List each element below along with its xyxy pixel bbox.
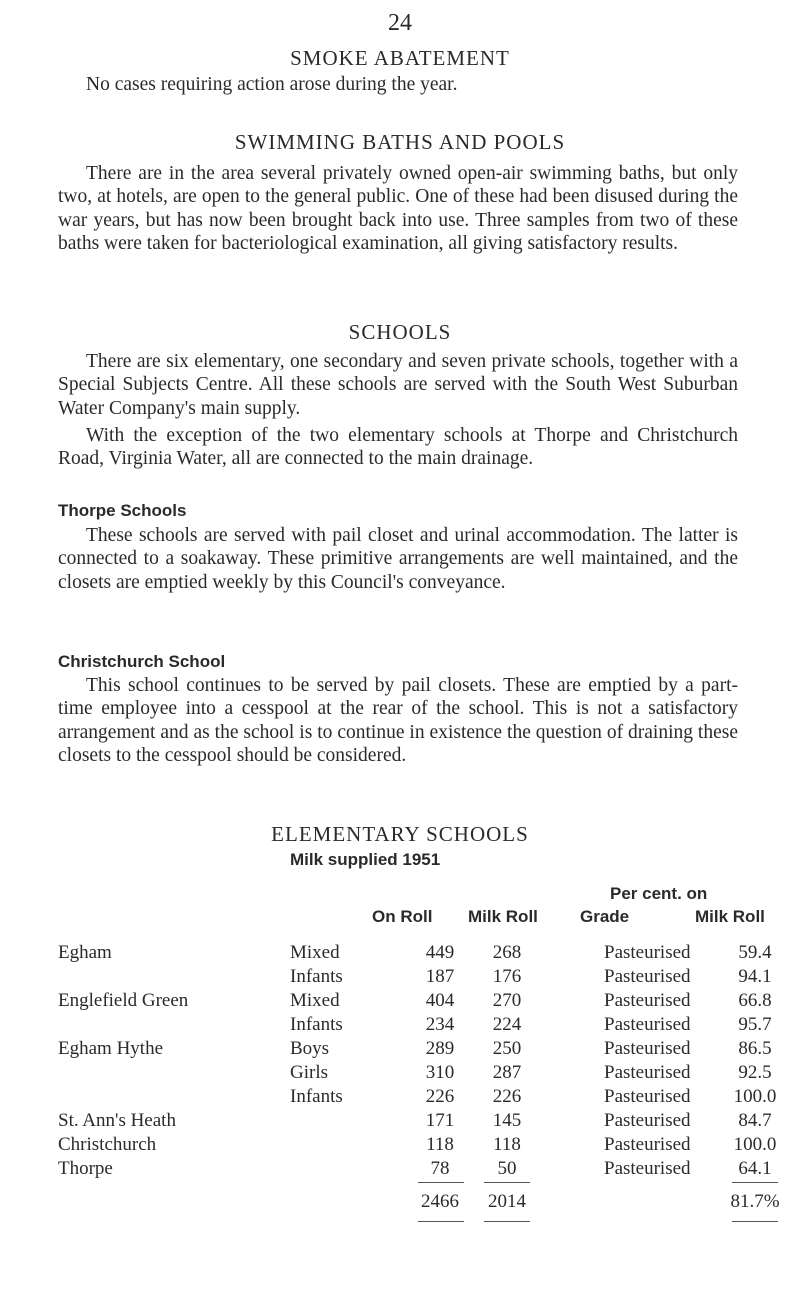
percent-value: 100.0 [733,1086,777,1107]
milk-supplied-subheading: Milk supplied 1951 [290,850,441,869]
grade-value: Pasteurised [604,1134,691,1155]
on-roll-value: 234 [425,1014,455,1035]
on-roll-top-rule [418,1182,464,1183]
department: Infants [290,966,343,987]
thorpe-schools-text: These schools are served with pail closet and urinal accommodation. The latter is connected to a soakaway. These primitive arrangements are well maintained, and the closets are emptied weekly by this Council's conveyance. [58,525,738,593]
percent-value: 59.4 [738,942,772,963]
grade-value: Pasteurised [604,1014,691,1035]
grade-value: Pasteurised [604,942,691,963]
department: Infants [290,1014,343,1035]
on-roll-value: 118 [426,1134,454,1155]
table-row [0,1038,800,1062]
milk-roll-value: 270 [492,990,522,1011]
christchurch-school-heading: Christchurch School [58,652,226,671]
schools-heading: SCHOOLS [348,320,452,344]
department: Infants [290,1086,343,1107]
on-roll-header: On Roll [372,907,433,926]
table-row [0,1086,800,1110]
table-row [0,942,800,966]
grade-header: Grade [580,907,630,926]
christchurch-school-text: This school continues to be served by pail closets. These are emptied by a part-time employee into a cesspool at the rear of the school. This is not a satisfactory arrangement and as the school is to continue in existence the question of draining these closets to the cesspool should be considered. [58,675,738,767]
schools-paragraph-2: With the exception of the two elementary schools at Thorpe and Christchurch Road, Virginia Water, all are connected to the main drainage. [58,425,738,470]
table-row [0,1110,800,1134]
per-cent-header-bottom: Milk Roll [695,907,765,926]
department: Boys [290,1038,330,1059]
milk-roll-value: 176 [492,966,522,987]
table-row [0,1062,800,1086]
grade-value: Pasteurised [604,966,691,987]
on-roll-value: 78 [430,1158,450,1179]
school-name: Thorpe [58,1158,113,1179]
total-on-roll: 2466 [421,1191,459,1212]
on-roll-value: 171 [425,1110,455,1131]
department: Mixed [290,990,340,1011]
percent-value: 94.1 [738,966,772,987]
milk-roll-bottom-rule [484,1221,530,1222]
on-roll-bottom-rule [418,1221,464,1222]
table-row [0,1134,800,1158]
school-name: St. Ann's Heath [58,1110,176,1131]
milk-roll-value: 268 [492,942,522,963]
on-roll-value: 289 [425,1038,455,1059]
grade-value: Pasteurised [604,1086,691,1107]
department: Girls [290,1062,328,1083]
on-roll-value: 310 [425,1062,455,1083]
swimming-baths-text: There are in the area several privately owned open-air swimming baths, but only two, at hotels, are open to the general public. One of these had been disused during the war years, but has now been brought back into use. Three samples from two of these baths were taken for bacteriological examination, all giving satisfactory results. [58,163,738,255]
milk-roll-header: Milk Roll [468,907,538,926]
elementary-schools-heading: ELEMENTARY SCHOOLS [271,822,529,846]
grade-value: Pasteurised [604,1110,691,1131]
percent-value: 100.0 [733,1134,777,1155]
page-number: 24 [388,10,412,36]
milk-roll-value: 224 [492,1014,522,1035]
grade-value: Pasteurised [604,990,691,1011]
department: Mixed [290,942,340,963]
percent-value: 92.5 [738,1062,772,1083]
school-name: Egham Hythe [58,1038,164,1059]
grade-value: Pasteurised [604,1062,691,1083]
on-roll-value: 449 [425,942,455,963]
table-row [0,1014,800,1038]
school-name: Egham [58,942,112,963]
table-row [0,1158,800,1182]
milk-roll-value: 118 [493,1134,521,1155]
percent-value: 86.5 [738,1038,772,1059]
smoke-abatement-heading: SMOKE ABATEMENT [290,46,510,70]
table-row [0,990,800,1014]
smoke-abatement-text: No cases requiring action arose during the year. [86,74,458,95]
percent-value: 66.8 [738,990,772,1011]
milk-roll-value: 145 [492,1110,522,1131]
grade-value: Pasteurised [604,1158,691,1179]
percent-bottom-rule [732,1221,778,1222]
thorpe-schools-heading: Thorpe Schools [58,501,187,520]
on-roll-value: 404 [425,990,455,1011]
total-percent: 81.7% [730,1191,780,1212]
on-roll-value: 226 [425,1086,455,1107]
total-milk-roll: 2014 [488,1191,526,1212]
percent-top-rule [732,1182,778,1183]
swimming-baths-heading: SWIMMING BATHS AND POOLS [234,130,566,154]
totals-row [0,1191,800,1215]
schools-paragraph-1: There are six elementary, one secondary and seven private schools, together with a Special Subjects Centre. All these schools are served with the South West Suburban Water Company's main supply. [58,351,738,419]
grade-value: Pasteurised [604,1038,691,1059]
table-row [0,966,800,990]
milk-roll-value: 226 [492,1086,522,1107]
milk-roll-value: 250 [492,1038,522,1059]
percent-value: 64.1 [738,1158,772,1179]
school-name: Christchurch [58,1134,157,1155]
milk-roll-value: 50 [497,1158,517,1179]
milk-roll-top-rule [484,1182,530,1183]
per-cent-header-top: Per cent. on [610,884,708,903]
percent-value: 95.7 [738,1014,772,1035]
school-name: Englefield Green [58,990,189,1011]
percent-value: 84.7 [738,1110,772,1131]
milk-roll-value: 287 [492,1062,522,1083]
on-roll-value: 187 [425,966,455,987]
